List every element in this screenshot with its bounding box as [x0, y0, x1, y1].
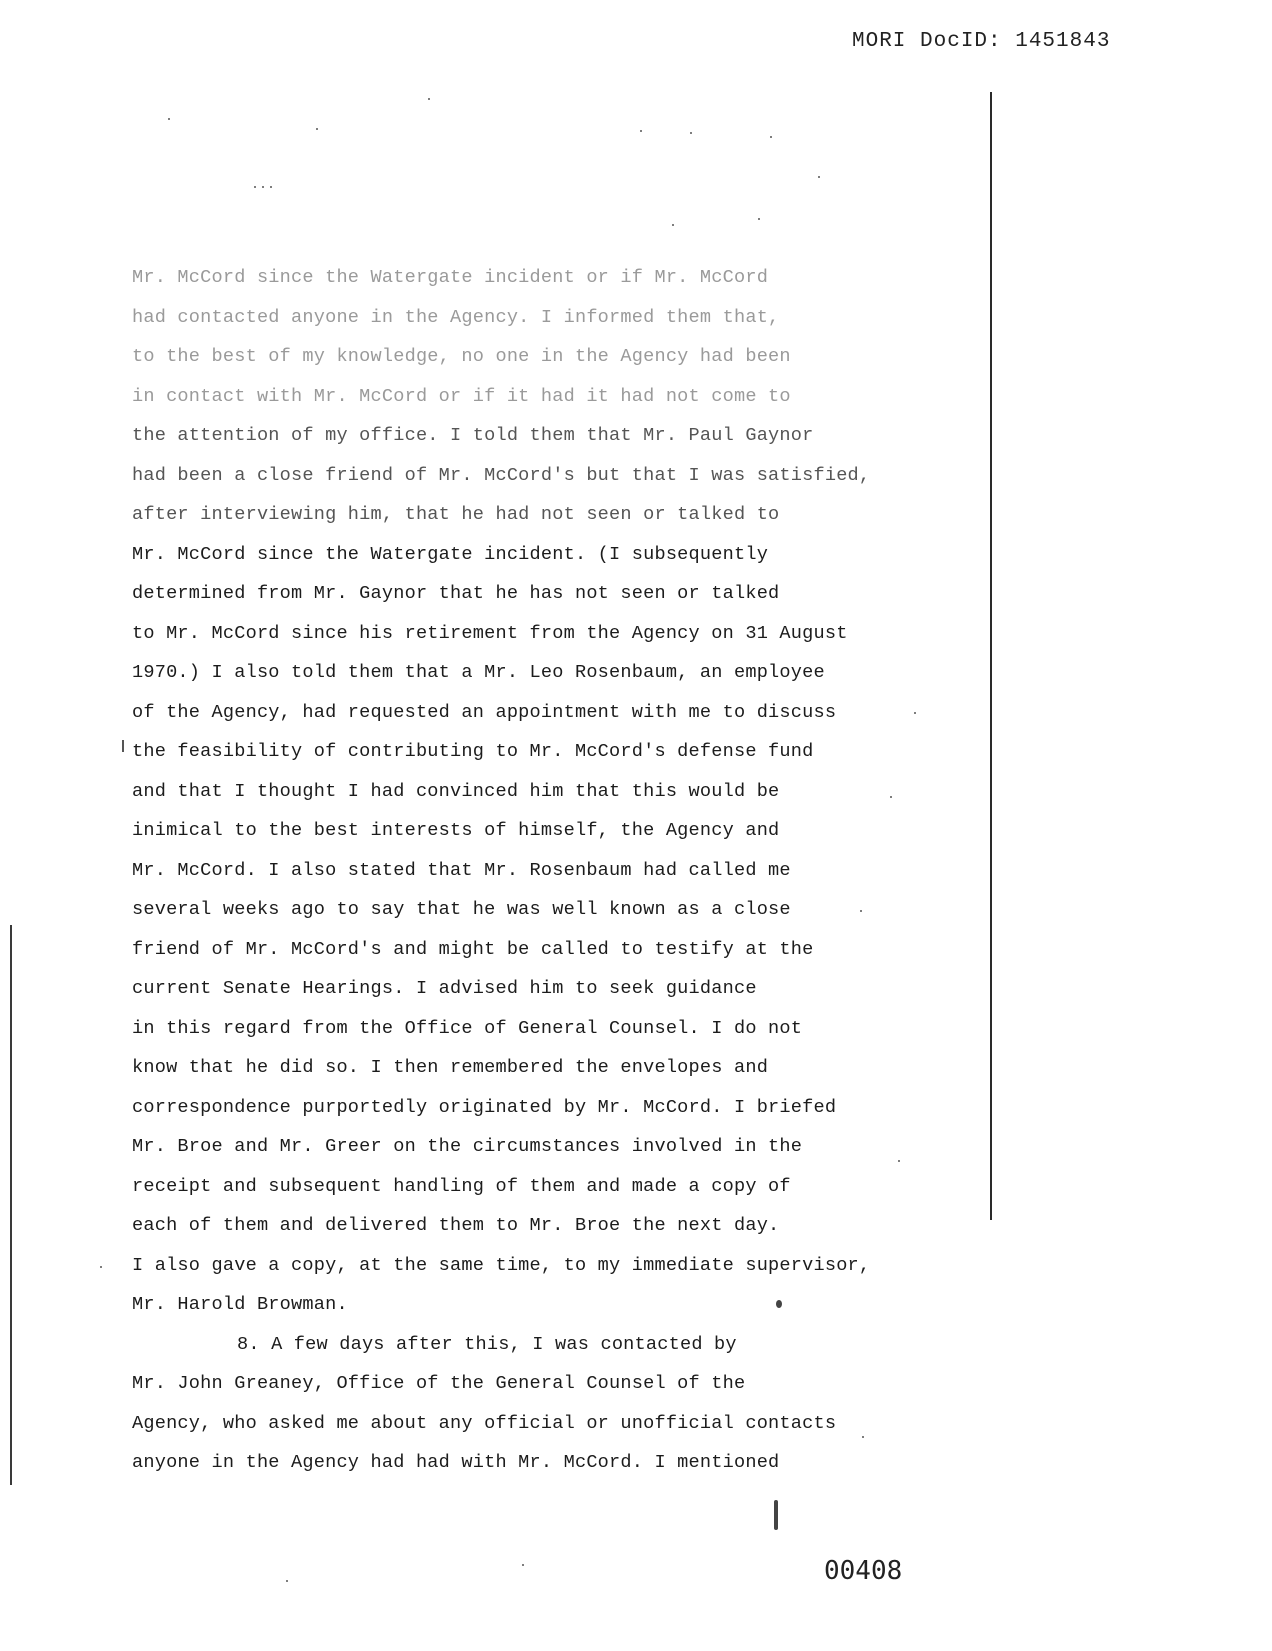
scan-speck [262, 186, 264, 188]
text-line: Mr. John Greaney, Office of the General Counsel of the [132, 1373, 746, 1394]
scan-speck [522, 1564, 524, 1566]
scan-speck [774, 1500, 778, 1530]
document-id: MORI DocID: 1451843 [852, 30, 1111, 53]
text-line: Mr. Harold Browman. [132, 1294, 348, 1315]
scan-speck [122, 740, 124, 752]
text-line: after interviewing him, that he had not seen or talked to [132, 504, 780, 525]
text-line: to Mr. McCord since his retirement from the Agency on 31 August [132, 622, 848, 644]
scan-speck [672, 224, 674, 226]
text-line: each of them and delivered them to Mr. Broe the next day. [132, 1215, 780, 1236]
scan-speck [818, 176, 820, 178]
page-number: 00408 [824, 1556, 903, 1586]
text-line: 1970.) I also told them that a Mr. Leo Rosenbaum, an employee [132, 662, 825, 683]
text-line: anyone in the Agency had had with Mr. McCord. I mentioned [132, 1452, 780, 1473]
scan-speck [168, 118, 170, 120]
scan-speck [690, 132, 692, 134]
scan-speck [316, 128, 318, 130]
text-line: inimical to the best interests of himself, the Agency and [132, 820, 780, 841]
text-line: friend of Mr. McCord's and might be called to testify at the [132, 938, 814, 960]
scan-speck [428, 98, 430, 100]
text-line: the feasibility of contributing to Mr. McCord's defense fund [132, 741, 814, 762]
text-line: Mr. McCord. I also stated that Mr. Rosenbaum had called me [132, 859, 791, 881]
scan-speck [914, 712, 916, 714]
scan-speck [862, 1436, 864, 1438]
text-line: Mr. McCord since the Watergate incident. (I subsequently [132, 543, 769, 565]
scan-speck [860, 910, 862, 912]
text-line: Mr. McCord since the Watergate incident or if Mr. McCord [132, 267, 769, 288]
text-line: receipt and subsequent handling of them and made a copy of [132, 1175, 791, 1197]
text-line: I also gave a copy, at the same time, to my immediate supervisor, [132, 1254, 871, 1276]
scan-speck [270, 186, 272, 188]
text-line: had been a close friend of Mr. McCord's but that I was satisfied, [132, 464, 871, 486]
scan-speck [776, 1300, 782, 1308]
text-line: know that he did so. I then remembered the envelopes and [132, 1057, 769, 1078]
text-line: current Senate Hearings. I advised him to seek guidance [132, 978, 757, 999]
text-line: in contact with Mr. McCord or if it had it had not come to [132, 385, 791, 407]
scan-speck [890, 796, 892, 798]
text-line: and that I thought I had convinced him that this would be [132, 780, 780, 802]
scan-speck [898, 1160, 900, 1162]
right-margin-rule [990, 92, 992, 1220]
scan-speck [758, 218, 760, 220]
text-line: determined from Mr. Gaynor that he has not seen or talked [132, 583, 780, 604]
scan-speck [640, 130, 642, 132]
text-line: 8. A few days after this, I was contacted by [237, 1333, 737, 1355]
text-line: Mr. Broe and Mr. Greer on the circumstances involved in the [132, 1136, 803, 1157]
text-line: to the best of my knowledge, no one in the Agency had been [132, 346, 791, 367]
body-text [132, 258, 952, 1483]
text-line: had contacted anyone in the Agency. I informed them that, [132, 306, 780, 328]
text-line: of the Agency, had requested an appointment with me to discuss [132, 701, 837, 723]
text-line: in this regard from the Office of General Counsel. I do not [132, 1017, 803, 1039]
scan-speck [254, 186, 256, 188]
text-line: correspondence purportedly originated by Mr. McCord. I briefed [132, 1096, 837, 1118]
scan-speck [770, 136, 772, 138]
left-margin-rule [10, 925, 12, 1485]
text-line: Agency, who asked me about any official or unofficial contacts [132, 1412, 837, 1434]
scan-speck [286, 1580, 288, 1582]
text-line: the attention of my office. I told them that Mr. Paul Gaynor [132, 425, 814, 446]
scan-speck [100, 1266, 102, 1268]
text-line: several weeks ago to say that he was well known as a close [132, 899, 791, 920]
